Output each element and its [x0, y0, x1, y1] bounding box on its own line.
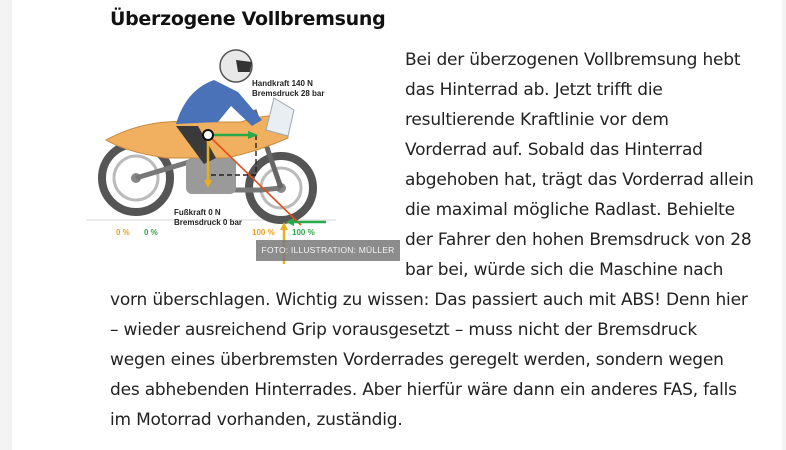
paragraph-line: – wieder ausreichend Grip vorausgesetzt – muss nicht der Bremsdruck: [110, 320, 698, 340]
center-of-gravity-marker: [203, 130, 213, 140]
foot-force-label: Fußkraft 0 N: [174, 208, 221, 217]
paragraph-line: der Fahrer den hohen Bremsdruck von 28: [405, 230, 752, 250]
paragraph-line: wegen eines überbremsten Vorderrades geregelt werden, sondern wegen: [110, 350, 724, 370]
front-percent-yellow: 100 %: [252, 228, 275, 237]
engine: [186, 158, 236, 194]
photo-credit: FOTO: ILLUSTRATION: MÜLLER: [256, 240, 400, 261]
paragraph-line: resultierende Kraftlinie vor dem: [405, 110, 669, 130]
motorcycle-diagram: [26, 40, 400, 264]
rear-percent-green: 0 %: [144, 228, 158, 237]
rear-percent-yellow: 0 %: [116, 228, 130, 237]
paragraph-line: Vorderrad auf. Sobald das Hinterrad: [405, 140, 703, 160]
paragraph-line: vorn überschlagen. Wichtig zu wissen: Das passiert auch mit ABS! Denn hier: [110, 290, 748, 310]
paragraph-line: bar bei, würde sich die Maschine nach: [405, 260, 724, 280]
article-page: [12, 0, 782, 450]
section-heading: Überzogene Vollbremsung: [110, 8, 386, 30]
paragraph-line: die maximal mögliche Radlast. Behielte: [405, 200, 735, 220]
paragraph-wrap-column: [405, 45, 775, 285]
rear-brake-pressure-label: Bremsdruck 0 bar: [174, 218, 243, 227]
front-percent-green: 100 %: [292, 228, 315, 237]
front-brake-pressure-label: Bremsdruck 28 bar: [252, 89, 325, 98]
paragraph-line: Bei der überzogenen Vollbremsung hebt: [405, 50, 741, 70]
braking-illustration: [26, 40, 400, 264]
paragraph-line: im Motorrad vorhanden, zuständig.: [110, 410, 403, 430]
paragraph-line: des abhebenden Hinterrades. Aber hierfür wäre dann ein anderes FAS, falls: [110, 380, 737, 400]
windscreen: [266, 98, 294, 136]
paragraph-full-width: [110, 285, 780, 435]
hand-force-label: Handkraft 140 N: [252, 79, 313, 88]
paragraph-line: abgehoben hat, trägt das Vorderrad allein: [405, 170, 754, 190]
paragraph-line: das Hinterrad ab. Jetzt trifft die: [405, 80, 663, 100]
